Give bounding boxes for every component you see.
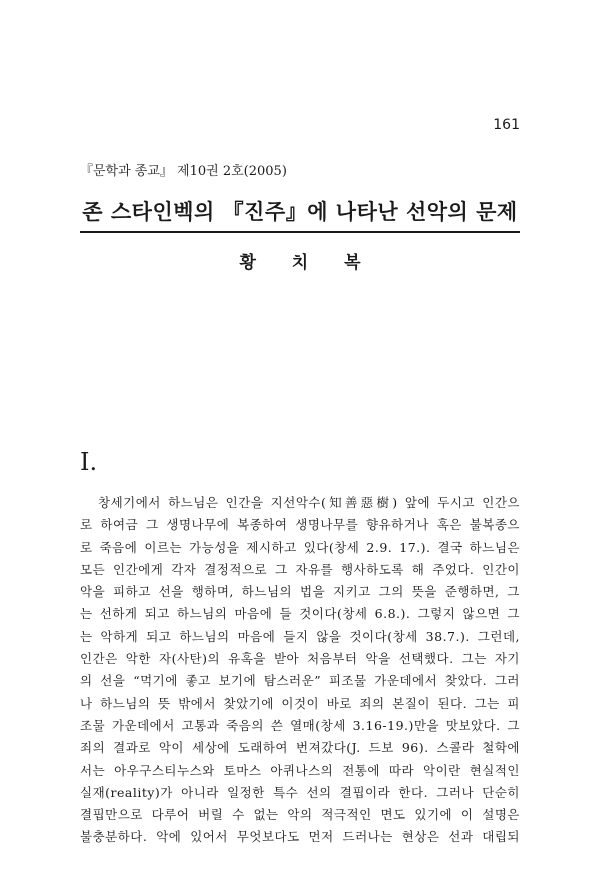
body-line: 악을 피하고 선을 행하며, 하느님의 법을 지키고 그의 뜻을 준행하면, 그 — [80, 584, 520, 600]
body-line: 조물 가운데에서 고통과 죽음의 쓴 열매(창세 3.16-19.)만을 맛보았다. 그 — [80, 717, 520, 733]
body-line: 결핍만으로 다루어 버릴 수 없는 악의 적극적인 면도 있기에 이 설명은 — [80, 807, 520, 823]
body-line: 죄의 결과로 악이 세상에 도래하여 번져갔다(J. 드보 96). 스콜라 철학에 — [80, 740, 520, 756]
body-line: 의 선을 “먹기에 좋고 보기에 탐스러운” 피조물 가운데에서 찾았다. 그러 — [80, 673, 520, 689]
page-number: 161 — [493, 117, 520, 133]
article-title: 존 스타인벡의 『진주』에 나타난 선악의 문제 — [82, 200, 518, 224]
body-line: 는 악하게 되고 하느님의 마음에 들지 않을 것이다(창세 38.7.). 그런데, — [80, 628, 520, 644]
author-name: 황 치 복 — [239, 253, 361, 273]
body-line: 로 하여금 그 생명나무에 복종하여 생명나무를 향유하거나 혹은 불복종으 — [80, 517, 520, 533]
body-line: 는 선하게 되고 하느님의 마음에 들 것이다(창세 6.8.). 그렇지 않으면 그 — [80, 606, 520, 622]
body-line: 모든 인간에게 각자 결정적으로 그 자유를 행사하도록 해 주었다. 인간이 — [80, 561, 520, 577]
body-line: 서는 아우구스티누스와 토마스 아퀴나스의 전통에 따라 악이란 현실적인 — [80, 762, 520, 778]
section-heading: I. — [80, 448, 98, 476]
body-line: 로 죽음에 이르는 가능성을 제시하고 있다(창세 2.9. 17.). 결국 하느님은 — [80, 539, 520, 555]
body-line: 나 하느님의 뜻 밖에서 찾았기에 이것이 바로 죄의 본질이 된다. 그는 피 — [80, 695, 520, 711]
body-paragraph — [80, 492, 520, 849]
body-line: 창세기에서 하느님은 인간을 지선악수(知善惡樹) 앞에 두시고 인간으 — [98, 495, 520, 510]
body-line: 실재(reality)가 아니라 일정한 특수 선의 결핍이라 한다. 그러나 단순히 — [80, 784, 520, 800]
body-line: 불충분하다. 악에 있어서 무엇보다도 먼저 드러나는 현상은 선과 대립되 — [80, 829, 520, 845]
title-rule — [80, 231, 520, 233]
journal-reference: 『문학과 종교』 제10권 2호(2005) — [80, 164, 287, 179]
body-line: 인간은 악한 자(사탄)의 유혹을 받아 처음부터 악을 선택했다. 그는 자기 — [80, 651, 520, 667]
